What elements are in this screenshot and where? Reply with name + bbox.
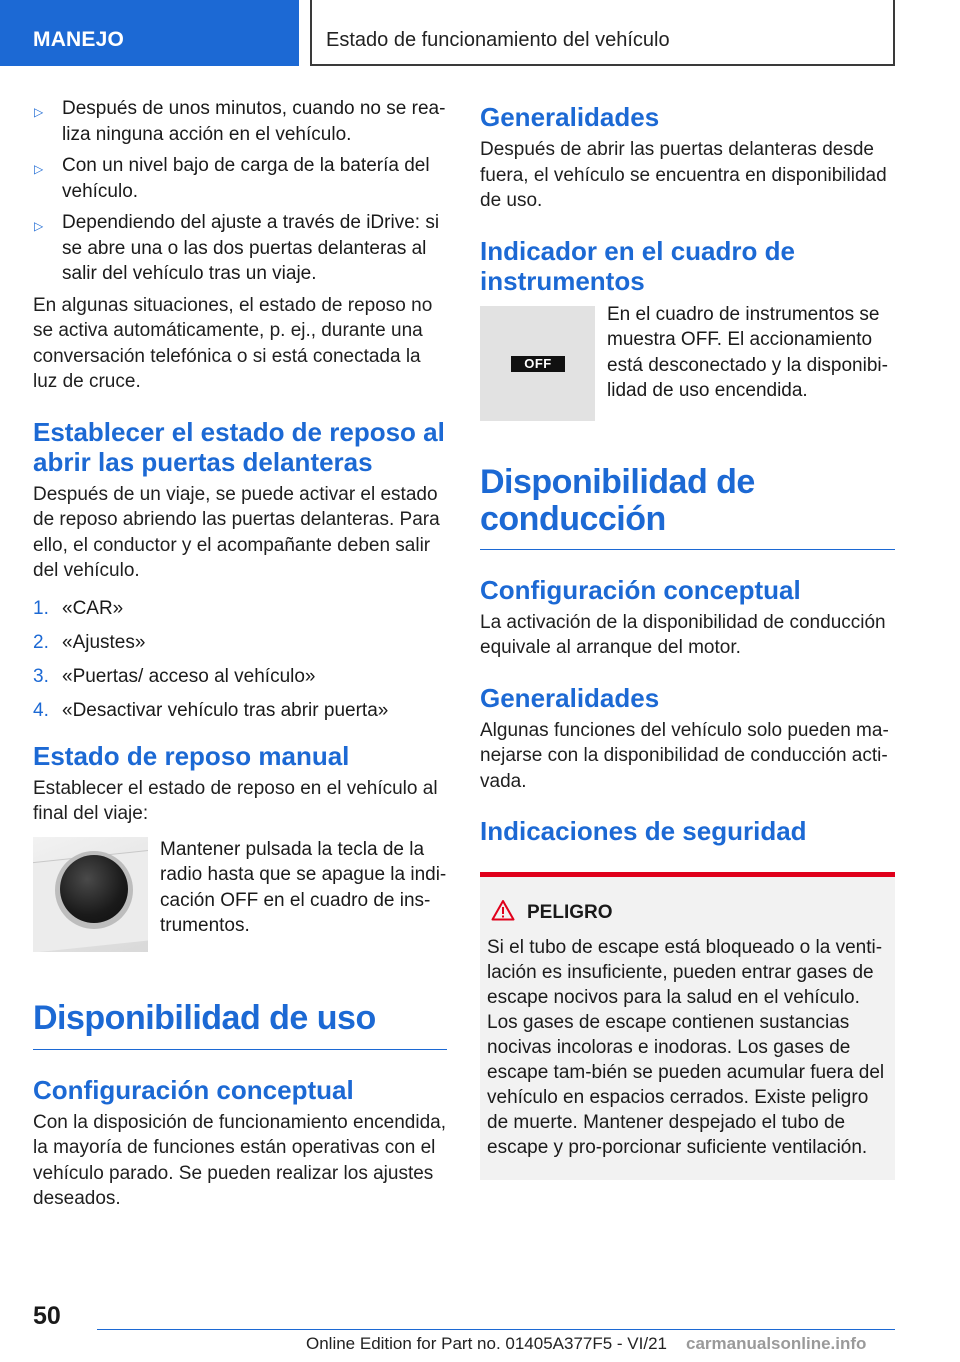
list-item: ▷ Dependiendo del ajuste a través de iDrive: si se abre una o las dos puertas delanteras al salir del vehículo tras un viaje. bbox=[34, 212, 440, 284]
steps-list bbox=[33, 596, 447, 723]
danger-label: PELIGRO bbox=[527, 902, 613, 923]
figure-caption: En el cuadro de instrumentos se muestra OFF. El accionamiento está desconectado y la disponibi-lidad de uso encendida. bbox=[607, 303, 888, 401]
figure-row bbox=[33, 837, 447, 952]
list-item: ▷ Después de unos minutos, cuando no se rea-liza ninguna acción en el vehículo. bbox=[34, 98, 446, 145]
heading-rule bbox=[480, 549, 895, 550]
paragraph: En algunas situaciones, el estado de reposo no se activa automáticamente, p. ej., durante una conversación telefónica o si está conectada la luz de cruce. bbox=[33, 294, 433, 392]
list-item: ▷ Con un nivel bajo de carga de la batería del vehículo. bbox=[34, 155, 430, 202]
paragraph: Después de un viaje, se puede activar el estado de reposo abriendo las puertas delanteras. Para ello, el conductor y el acompañante deben salir del vehículo. bbox=[33, 483, 440, 581]
warning-triangle-icon bbox=[491, 899, 515, 927]
section-heading: Establecer el estado de reposo al abrir las puertas delanteras bbox=[33, 416, 445, 477]
paragraph: Después de abrir las puertas delanteras desde fuera, el vehículo se encuentra en disponibilidad de uso. bbox=[480, 139, 887, 211]
condition-list bbox=[33, 96, 447, 287]
section-tab: MANEJO bbox=[0, 0, 299, 66]
section-heading: Configuración conceptual bbox=[480, 574, 801, 605]
radio-knob-icon bbox=[60, 855, 128, 923]
instrument-cluster-figure bbox=[480, 306, 595, 421]
list-item: 1. «CAR» bbox=[33, 597, 124, 619]
radio-button-figure bbox=[33, 837, 148, 952]
section-heading: Indicaciones de seguridad bbox=[480, 816, 807, 846]
danger-text: Si el tubo de escape está bloqueado o la venti-lación es insuficiente, pueden entrar gases de escape nocivos para la salud en el vehículo. Los gases de escape contienen sustancias nocivas incoloras e inodoras. Los gases de escape tam-bién se pueden acumular fuera del vehículo en espacios cerrados. Existe peligro de muerte. Mantener despejado el tubo de escape y pro-porcionar suficiente ventilación. bbox=[487, 937, 885, 1158]
section-heading: Indicador en el cuadro de instrumentos bbox=[480, 235, 795, 296]
section-heading: Estado de reposo manual bbox=[33, 740, 350, 771]
paragraph: Con la disposición de funcionamiento encendida, la mayoría de funciones están operativas con el vehículo parado. Se pueden realizar los ajustes deseados. bbox=[33, 1111, 446, 1209]
chapter-title: Estado de funcionamiento del vehículo bbox=[311, 0, 895, 66]
watermark: carmanualsonline.info bbox=[686, 1334, 867, 1353]
footer-rule bbox=[97, 1329, 895, 1330]
list-item: 3. «Puertas/ acceso al vehículo» bbox=[33, 665, 316, 687]
paragraph: Establecer el estado de reposo en el vehículo al final del viaje: bbox=[33, 777, 438, 824]
section-heading: Configuración conceptual bbox=[33, 1074, 354, 1105]
list-item: 4. «Desactivar vehículo tras abrir puerta» bbox=[33, 699, 389, 721]
list-item: 2. «Ajustes» bbox=[33, 631, 146, 653]
danger-notice bbox=[480, 872, 895, 1180]
right-column bbox=[480, 96, 895, 1180]
triangle-bullet-icon: ▷ bbox=[34, 219, 44, 233]
off-indicator: OFF bbox=[511, 356, 565, 372]
section-heading: Generalidades bbox=[480, 102, 660, 132]
edition-text: Online Edition for Part no. 01405A377F5 - VI/21 bbox=[306, 1334, 668, 1353]
triangle-bullet-icon: ▷ bbox=[34, 105, 44, 119]
left-column bbox=[33, 96, 447, 1212]
heading-rule bbox=[33, 1049, 447, 1050]
section-heading: Generalidades bbox=[480, 682, 660, 713]
paragraph: Algunas funciones del vehículo solo pueden ma-nejarse con la disponibilidad de conducción acti-vada. bbox=[480, 719, 889, 792]
figure-caption: Mantener pulsada la tecla de la radio hasta que se apague la indi-cación OFF en el cuadro de ins-trumentos. bbox=[160, 838, 447, 936]
page-number: 50 bbox=[33, 1302, 61, 1330]
paragraph: La activación de la disponibilidad de conducción equivale al arranque del motor. bbox=[480, 611, 886, 658]
figure-row bbox=[480, 303, 895, 421]
chapter-heading: Disponibilidad de uso bbox=[33, 998, 376, 1037]
triangle-bullet-icon: ▷ bbox=[34, 162, 44, 176]
chapter-heading: Disponibilidad de conducción bbox=[480, 462, 755, 538]
